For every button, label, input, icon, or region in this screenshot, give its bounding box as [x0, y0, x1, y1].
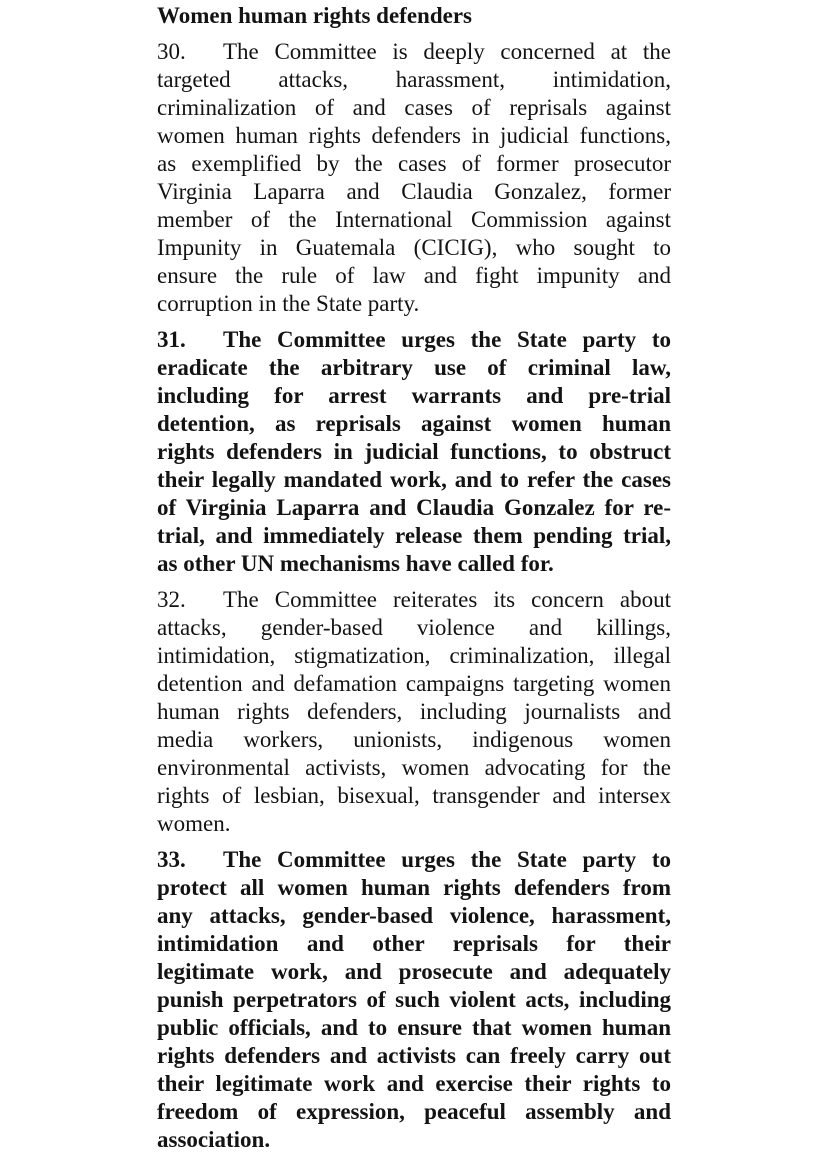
paragraph-number: 33.: [157, 847, 186, 872]
paragraph-32: [157, 586, 671, 838]
text-line: Virginia Laparra and Claudia Gonzalez, former: [157, 179, 671, 204]
text-line: member of the International Commission against: [157, 207, 671, 232]
text-line: freedom of expression, peaceful assembly and: [157, 1099, 671, 1124]
text-line: intimidation and other reprisals for their: [157, 931, 671, 956]
text-line: of Virginia Laparra and Claudia Gonzalez for re-: [157, 495, 671, 520]
text-line: environmental activists, women advocating for the: [157, 755, 671, 780]
text-line: rights defenders and activists can freely carry out: [157, 1043, 671, 1068]
text-line: legitimate work, and prosecute and adequately: [157, 959, 671, 984]
text-line: intimidation, stigmatization, criminalization, illegal: [157, 643, 671, 668]
paragraph-33: [157, 846, 671, 1154]
text-line: association.: [157, 1127, 271, 1152]
text-line: attacks, gender-based violence and killings,: [157, 615, 671, 640]
text-line: rights defenders in judicial functions, to obstruct: [157, 439, 671, 464]
text-line: 31. The Committee urges the State party to: [157, 327, 671, 352]
paragraph-number: 30.: [157, 39, 186, 64]
text-line: including for arrest warrants and pre-trial: [157, 383, 671, 408]
text-line: human rights defenders, including journalists and: [157, 699, 671, 724]
text-line: rights of lesbian, bisexual, transgender and intersex: [157, 783, 671, 808]
text-line: 32. The Committee reiterates its concern about: [157, 587, 671, 612]
text-line: ensure the rule of law and fight impunity and: [157, 263, 671, 288]
text-line: targeted attacks, harassment, intimidation,: [157, 67, 671, 92]
text-line: as exemplified by the cases of former prosecutor: [157, 151, 671, 176]
text-column: [157, 2, 671, 1162]
text-line: detention and defamation campaigns targeting women: [157, 671, 671, 696]
text-line: women human rights defenders in judicial functions,: [157, 123, 671, 148]
text-line: their legally mandated work, and to refer the cases: [157, 467, 671, 492]
text-line: media workers, unionists, indigenous women: [157, 727, 671, 752]
text-line: detention, as reprisals against women human: [157, 411, 671, 436]
text-line: Impunity in Guatemala (CICIG), who sought to: [157, 235, 671, 260]
text-line: protect all women human rights defenders from: [157, 875, 671, 900]
text-line: eradicate the arbitrary use of criminal law,: [157, 355, 671, 380]
text-line: as other UN mechanisms have called for.: [157, 551, 554, 576]
paragraph-number: 32.: [157, 587, 186, 612]
text-line: punish perpetrators of such violent acts, including: [157, 987, 671, 1012]
text-line: their legitimate work and exercise their rights to: [157, 1071, 671, 1096]
paragraph-number: 31.: [157, 327, 186, 352]
text-line: 33. The Committee urges the State party to: [157, 847, 671, 872]
text-line: corruption in the State party.: [157, 291, 420, 316]
text-line: 30. The Committee is deeply concerned at the: [157, 39, 671, 64]
text-line: trial, and immediately release them pending trial,: [157, 523, 671, 548]
paragraph-31: [157, 326, 671, 578]
text-line: any attacks, gender-based violence, harassment,: [157, 903, 671, 928]
paragraph-30: [157, 38, 671, 318]
text-line: women.: [157, 811, 231, 836]
text-line: public officials, and to ensure that women human: [157, 1015, 671, 1040]
paragraphs-container: [157, 38, 671, 1154]
text-line: criminalization of and cases of reprisals against: [157, 95, 671, 120]
section-heading: Women human rights defenders: [157, 3, 472, 28]
